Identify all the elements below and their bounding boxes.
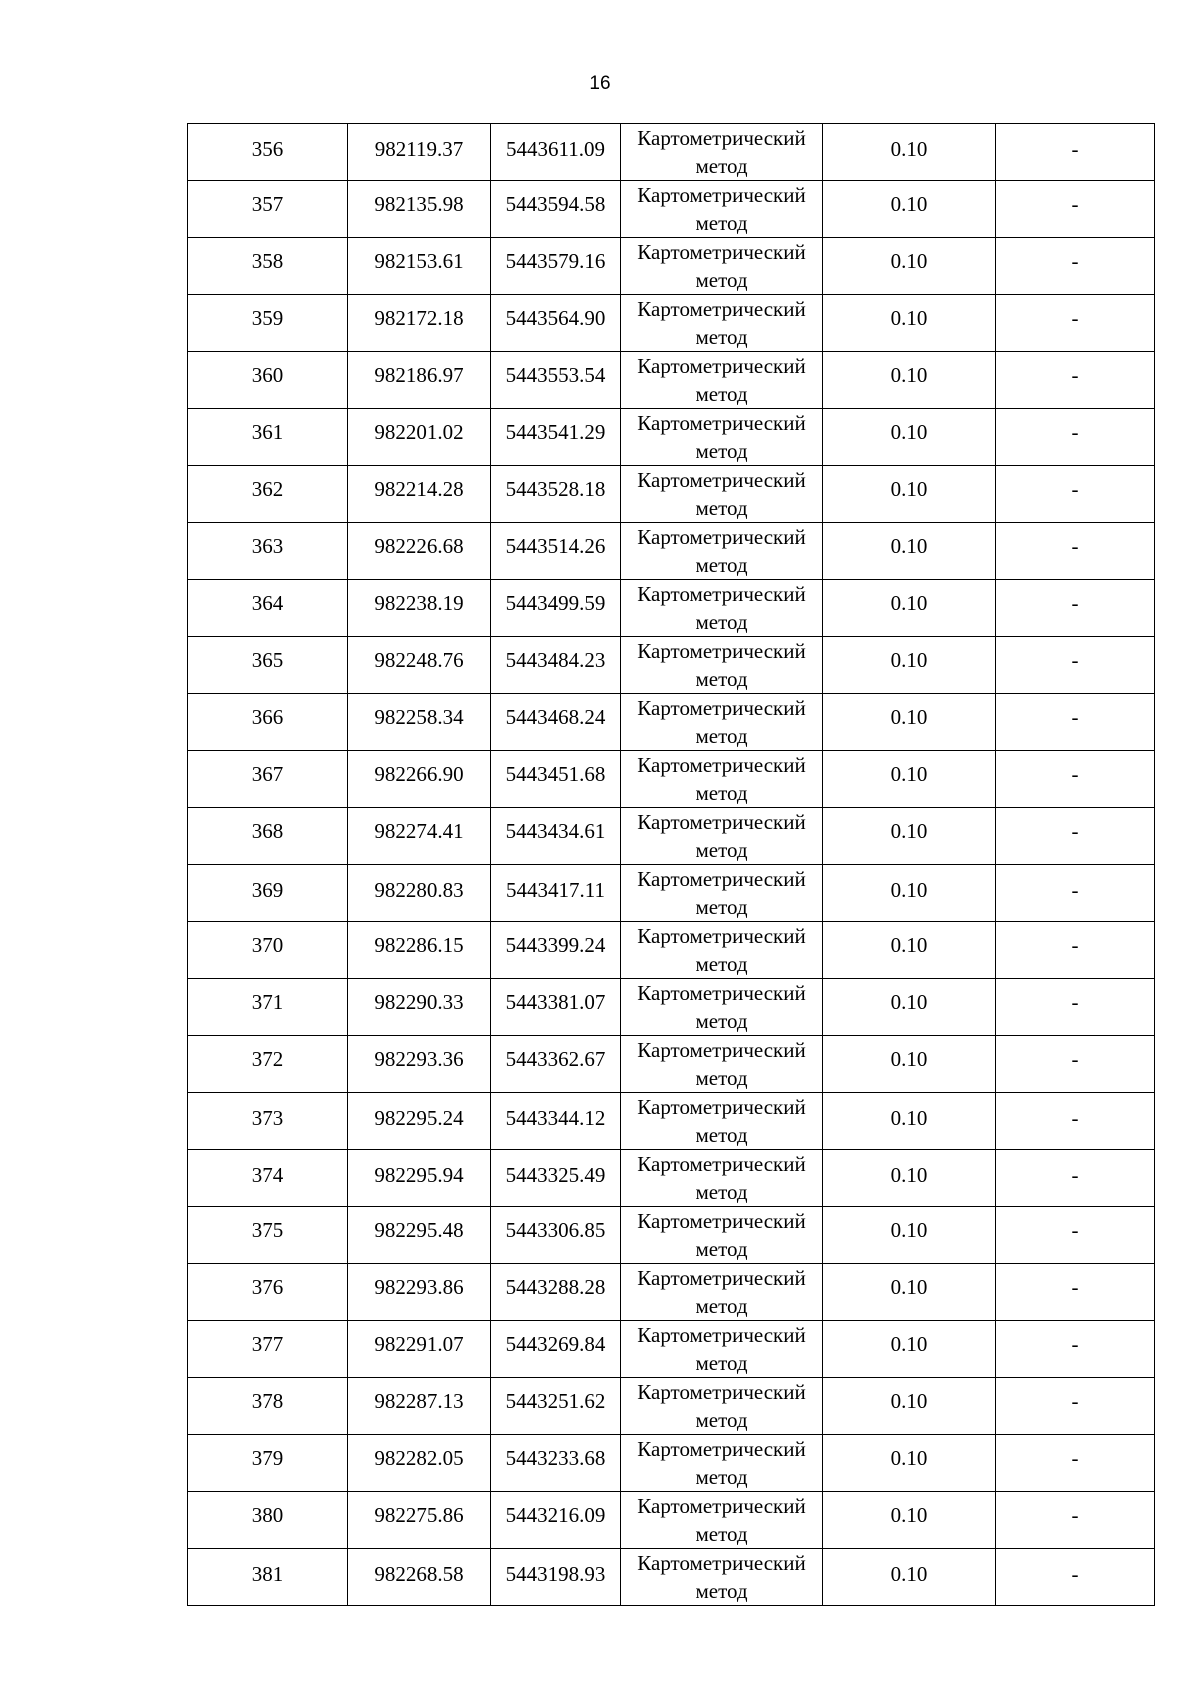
point-number-cell: 373 xyxy=(188,1093,348,1150)
method-cell xyxy=(621,1321,823,1378)
accuracy-cell: 0.10 xyxy=(823,979,996,1036)
method-cell xyxy=(621,694,823,751)
method-line-1: Картометрический xyxy=(637,1380,806,1404)
accuracy-cell: 0.10 xyxy=(823,1549,996,1606)
point-number-cell: 363 xyxy=(188,523,348,580)
y-coordinate-cell: 5443362.67 xyxy=(491,1036,621,1093)
method-line-1: Картометрический xyxy=(637,240,806,264)
y-coordinate-cell: 5443288.28 xyxy=(491,1264,621,1321)
accuracy-cell: 0.10 xyxy=(823,1207,996,1264)
point-number-cell: 371 xyxy=(188,979,348,1036)
point-number-cell: 381 xyxy=(188,1549,348,1606)
x-coordinate-cell: 982293.36 xyxy=(348,1036,491,1093)
method-line-2: метод xyxy=(695,1180,748,1204)
y-coordinate-cell: 5443468.24 xyxy=(491,694,621,751)
note-cell: - xyxy=(996,922,1155,979)
table-row xyxy=(188,1492,1155,1549)
point-number-cell: 365 xyxy=(188,637,348,694)
table-row xyxy=(188,922,1155,979)
method-cell xyxy=(621,865,823,922)
accuracy-cell: 0.10 xyxy=(823,808,996,865)
y-coordinate-cell: 5443451.68 xyxy=(491,751,621,808)
method-line-1: Картометрический xyxy=(637,924,806,948)
method-cell xyxy=(621,1264,823,1321)
method-line-1: Картометрический xyxy=(637,981,806,1005)
method-cell xyxy=(621,1378,823,1435)
table-row xyxy=(188,580,1155,637)
table-row xyxy=(188,637,1155,694)
method-line-2: метод xyxy=(695,667,748,691)
method-line-2: метод xyxy=(695,211,748,235)
note-cell: - xyxy=(996,409,1155,466)
method-line-2: метод xyxy=(695,895,748,919)
table-row xyxy=(188,808,1155,865)
table-row xyxy=(188,1264,1155,1321)
point-number-cell: 380 xyxy=(188,1492,348,1549)
accuracy-cell: 0.10 xyxy=(823,1435,996,1492)
table-row xyxy=(188,466,1155,523)
method-line-1: Картометрический xyxy=(637,297,806,321)
accuracy-cell: 0.10 xyxy=(823,466,996,523)
method-line-1: Картометрический xyxy=(637,183,806,207)
point-number-cell: 368 xyxy=(188,808,348,865)
y-coordinate-cell: 5443417.11 xyxy=(491,865,621,922)
accuracy-cell: 0.10 xyxy=(823,352,996,409)
note-cell: - xyxy=(996,181,1155,238)
method-line-2: метод xyxy=(695,1465,748,1489)
method-line-2: метод xyxy=(695,1123,748,1147)
method-cell xyxy=(621,1150,823,1207)
table-row xyxy=(188,1378,1155,1435)
note-cell: - xyxy=(996,1492,1155,1549)
y-coordinate-cell: 5443611.09 xyxy=(491,124,621,181)
method-line-2: метод xyxy=(695,382,748,406)
accuracy-cell: 0.10 xyxy=(823,1036,996,1093)
method-line-1: Картометрический xyxy=(637,867,806,891)
note-cell: - xyxy=(996,808,1155,865)
accuracy-cell: 0.10 xyxy=(823,238,996,295)
method-cell xyxy=(621,751,823,808)
method-cell xyxy=(621,466,823,523)
x-coordinate-cell: 982238.19 xyxy=(348,580,491,637)
point-number-cell: 370 xyxy=(188,922,348,979)
y-coordinate-cell: 5443381.07 xyxy=(491,979,621,1036)
point-number-cell: 356 xyxy=(188,124,348,181)
point-number-cell: 360 xyxy=(188,352,348,409)
note-cell: - xyxy=(996,979,1155,1036)
method-line-1: Картометрический xyxy=(637,582,806,606)
method-line-1: Картометрический xyxy=(637,1323,806,1347)
y-coordinate-cell: 5443233.68 xyxy=(491,1435,621,1492)
method-cell xyxy=(621,979,823,1036)
method-line-2: метод xyxy=(695,1522,748,1546)
method-line-2: метод xyxy=(695,610,748,634)
y-coordinate-cell: 5443594.58 xyxy=(491,181,621,238)
method-cell xyxy=(621,808,823,865)
method-line-1: Картометрический xyxy=(637,696,806,720)
accuracy-cell: 0.10 xyxy=(823,409,996,466)
accuracy-cell: 0.10 xyxy=(823,523,996,580)
point-number-cell: 359 xyxy=(188,295,348,352)
method-cell xyxy=(621,295,823,352)
table-row xyxy=(188,979,1155,1036)
note-cell: - xyxy=(996,1036,1155,1093)
method-line-1: Картометрический xyxy=(637,1437,806,1461)
x-coordinate-cell: 982153.61 xyxy=(348,238,491,295)
method-line-1: Картометрический xyxy=(637,1266,806,1290)
method-cell xyxy=(621,637,823,694)
note-cell: - xyxy=(996,238,1155,295)
accuracy-cell: 0.10 xyxy=(823,295,996,352)
x-coordinate-cell: 982258.34 xyxy=(348,694,491,751)
coordinates-table xyxy=(187,123,1155,1606)
note-cell: - xyxy=(996,1207,1155,1264)
x-coordinate-cell: 982295.48 xyxy=(348,1207,491,1264)
y-coordinate-cell: 5443564.90 xyxy=(491,295,621,352)
x-coordinate-cell: 982280.83 xyxy=(348,865,491,922)
x-coordinate-cell: 982293.86 xyxy=(348,1264,491,1321)
y-coordinate-cell: 5443216.09 xyxy=(491,1492,621,1549)
y-coordinate-cell: 5443306.85 xyxy=(491,1207,621,1264)
table-row xyxy=(188,352,1155,409)
method-line-1: Картометрический xyxy=(637,810,806,834)
y-coordinate-cell: 5443251.62 xyxy=(491,1378,621,1435)
x-coordinate-cell: 982282.05 xyxy=(348,1435,491,1492)
method-line-1: Картометрический xyxy=(637,411,806,435)
accuracy-cell: 0.10 xyxy=(823,181,996,238)
method-line-2: метод xyxy=(695,1066,748,1090)
note-cell: - xyxy=(996,1321,1155,1378)
x-coordinate-cell: 982226.68 xyxy=(348,523,491,580)
method-cell xyxy=(621,1036,823,1093)
x-coordinate-cell: 982268.58 xyxy=(348,1549,491,1606)
table-row xyxy=(188,1435,1155,1492)
accuracy-cell: 0.10 xyxy=(823,751,996,808)
accuracy-cell: 0.10 xyxy=(823,1321,996,1378)
y-coordinate-cell: 5443579.16 xyxy=(491,238,621,295)
method-line-1: Картометрический xyxy=(637,639,806,663)
accuracy-cell: 0.10 xyxy=(823,865,996,922)
method-line-1: Картометрический xyxy=(637,468,806,492)
method-line-2: метод xyxy=(695,952,748,976)
method-line-1: Картометрический xyxy=(637,753,806,777)
note-cell: - xyxy=(996,580,1155,637)
method-line-2: метод xyxy=(695,1237,748,1261)
point-number-cell: 372 xyxy=(188,1036,348,1093)
point-number-cell: 378 xyxy=(188,1378,348,1435)
point-number-cell: 374 xyxy=(188,1150,348,1207)
x-coordinate-cell: 982266.90 xyxy=(348,751,491,808)
method-cell xyxy=(621,1492,823,1549)
method-cell xyxy=(621,238,823,295)
y-coordinate-cell: 5443399.24 xyxy=(491,922,621,979)
note-cell: - xyxy=(996,1435,1155,1492)
point-number-cell: 358 xyxy=(188,238,348,295)
method-line-2: метод xyxy=(695,325,748,349)
method-line-2: метод xyxy=(695,781,748,805)
y-coordinate-cell: 5443198.93 xyxy=(491,1549,621,1606)
method-line-1: Картометрический xyxy=(637,1209,806,1233)
note-cell: - xyxy=(996,466,1155,523)
table-row xyxy=(188,1207,1155,1264)
method-line-2: метод xyxy=(695,1351,748,1375)
note-cell: - xyxy=(996,751,1155,808)
x-coordinate-cell: 982201.02 xyxy=(348,409,491,466)
y-coordinate-cell: 5443484.23 xyxy=(491,637,621,694)
method-line-2: метод xyxy=(695,724,748,748)
x-coordinate-cell: 982295.94 xyxy=(348,1150,491,1207)
point-number-cell: 361 xyxy=(188,409,348,466)
point-number-cell: 364 xyxy=(188,580,348,637)
point-number-cell: 366 xyxy=(188,694,348,751)
coordinates-table-body xyxy=(188,124,1155,1606)
y-coordinate-cell: 5443528.18 xyxy=(491,466,621,523)
method-line-1: Картометрический xyxy=(637,1038,806,1062)
method-cell xyxy=(621,523,823,580)
method-line-2: метод xyxy=(695,1408,748,1432)
method-line-2: метод xyxy=(695,496,748,520)
table-row xyxy=(188,865,1155,922)
table-row xyxy=(188,295,1155,352)
page-number: 16 xyxy=(589,73,611,94)
point-number-cell: 379 xyxy=(188,1435,348,1492)
note-cell: - xyxy=(996,1378,1155,1435)
accuracy-cell: 0.10 xyxy=(823,1150,996,1207)
accuracy-cell: 0.10 xyxy=(823,637,996,694)
x-coordinate-cell: 982290.33 xyxy=(348,979,491,1036)
note-cell: - xyxy=(996,1150,1155,1207)
method-line-2: метод xyxy=(695,439,748,463)
x-coordinate-cell: 982274.41 xyxy=(348,808,491,865)
table-row xyxy=(188,1093,1155,1150)
table-row xyxy=(188,181,1155,238)
table-row xyxy=(188,1036,1155,1093)
note-cell: - xyxy=(996,637,1155,694)
note-cell: - xyxy=(996,1549,1155,1606)
table-row xyxy=(188,1321,1155,1378)
method-line-1: Картометрический xyxy=(637,525,806,549)
table-row xyxy=(188,124,1155,181)
method-line-2: метод xyxy=(695,838,748,862)
accuracy-cell: 0.10 xyxy=(823,1378,996,1435)
x-coordinate-cell: 982119.37 xyxy=(348,124,491,181)
note-cell: - xyxy=(996,1264,1155,1321)
x-coordinate-cell: 982275.86 xyxy=(348,1492,491,1549)
method-line-1: Картометрический xyxy=(637,354,806,378)
y-coordinate-cell: 5443553.54 xyxy=(491,352,621,409)
accuracy-cell: 0.10 xyxy=(823,1264,996,1321)
method-cell xyxy=(621,1435,823,1492)
y-coordinate-cell: 5443499.59 xyxy=(491,580,621,637)
method-line-1: Картометрический xyxy=(637,1494,806,1518)
table-row xyxy=(188,409,1155,466)
x-coordinate-cell: 982295.24 xyxy=(348,1093,491,1150)
note-cell: - xyxy=(996,1093,1155,1150)
note-cell: - xyxy=(996,694,1155,751)
method-line-2: метод xyxy=(695,1009,748,1033)
x-coordinate-cell: 982286.15 xyxy=(348,922,491,979)
point-number-cell: 357 xyxy=(188,181,348,238)
table-row xyxy=(188,751,1155,808)
accuracy-cell: 0.10 xyxy=(823,124,996,181)
y-coordinate-cell: 5443434.61 xyxy=(491,808,621,865)
note-cell: - xyxy=(996,295,1155,352)
point-number-cell: 362 xyxy=(188,466,348,523)
x-coordinate-cell: 982291.07 xyxy=(348,1321,491,1378)
table-row xyxy=(188,1150,1155,1207)
table-row xyxy=(188,523,1155,580)
method-cell xyxy=(621,124,823,181)
accuracy-cell: 0.10 xyxy=(823,694,996,751)
method-cell xyxy=(621,352,823,409)
x-coordinate-cell: 982248.76 xyxy=(348,637,491,694)
accuracy-cell: 0.10 xyxy=(823,922,996,979)
y-coordinate-cell: 5443541.29 xyxy=(491,409,621,466)
table-row xyxy=(188,238,1155,295)
accuracy-cell: 0.10 xyxy=(823,1093,996,1150)
method-cell xyxy=(621,181,823,238)
accuracy-cell: 0.10 xyxy=(823,580,996,637)
method-line-1: Картометрический xyxy=(637,1551,806,1575)
method-line-2: метод xyxy=(695,154,748,178)
point-number-cell: 369 xyxy=(188,865,348,922)
method-cell xyxy=(621,1093,823,1150)
y-coordinate-cell: 5443269.84 xyxy=(491,1321,621,1378)
method-cell xyxy=(621,409,823,466)
note-cell: - xyxy=(996,352,1155,409)
x-coordinate-cell: 982214.28 xyxy=(348,466,491,523)
x-coordinate-cell: 982135.98 xyxy=(348,181,491,238)
point-number-cell: 376 xyxy=(188,1264,348,1321)
method-line-1: Картометрический xyxy=(637,1095,806,1119)
method-cell xyxy=(621,1549,823,1606)
method-line-1: Картометрический xyxy=(637,1152,806,1176)
method-cell xyxy=(621,1207,823,1264)
method-cell xyxy=(621,922,823,979)
point-number-cell: 367 xyxy=(188,751,348,808)
method-line-2: метод xyxy=(695,1579,748,1603)
y-coordinate-cell: 5443344.12 xyxy=(491,1093,621,1150)
point-number-cell: 377 xyxy=(188,1321,348,1378)
x-coordinate-cell: 982287.13 xyxy=(348,1378,491,1435)
x-coordinate-cell: 982186.97 xyxy=(348,352,491,409)
table-row xyxy=(188,694,1155,751)
method-line-2: метод xyxy=(695,1294,748,1318)
y-coordinate-cell: 5443514.26 xyxy=(491,523,621,580)
note-cell: - xyxy=(996,865,1155,922)
note-cell: - xyxy=(996,124,1155,181)
point-number-cell: 375 xyxy=(188,1207,348,1264)
method-cell xyxy=(621,580,823,637)
table-row xyxy=(188,1549,1155,1606)
method-line-1: Картометрический xyxy=(637,126,806,150)
accuracy-cell: 0.10 xyxy=(823,1492,996,1549)
note-cell: - xyxy=(996,523,1155,580)
method-line-2: метод xyxy=(695,553,748,577)
method-line-2: метод xyxy=(695,268,748,292)
x-coordinate-cell: 982172.18 xyxy=(348,295,491,352)
y-coordinate-cell: 5443325.49 xyxy=(491,1150,621,1207)
